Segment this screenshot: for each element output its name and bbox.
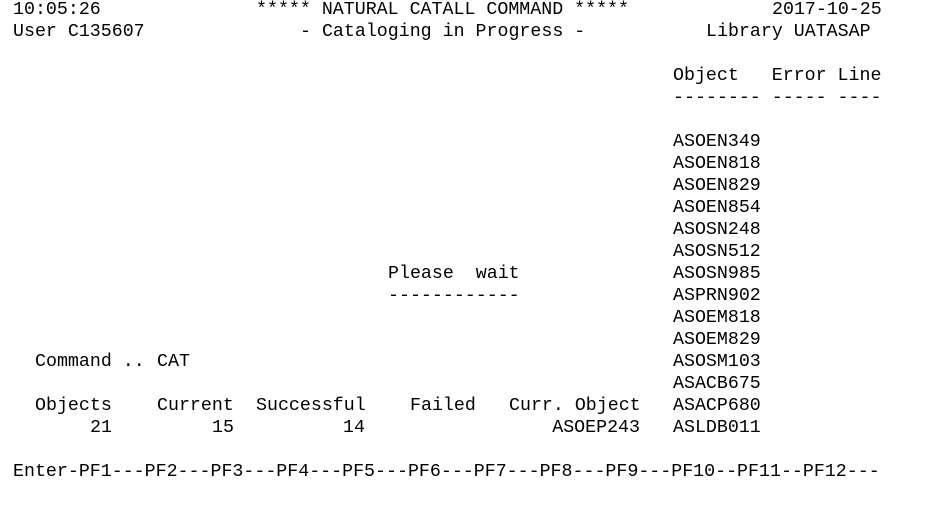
screen-title: ***** NATURAL CATALL COMMAND ***** <box>256 0 629 20</box>
list-item: ASOEM829 <box>673 330 761 350</box>
object-list-separator: -------- ----- ---- <box>673 88 882 108</box>
curr-object-value: ASOEP243 <box>552 418 640 438</box>
user-id: User C135607 <box>13 22 145 42</box>
current-value: 15 <box>212 418 234 438</box>
screen-date: 2017-10-25 <box>772 0 882 20</box>
wait-message: Please wait <box>388 264 520 284</box>
curr-object-label: Curr. Object <box>509 396 641 416</box>
wait-message-underline: ------------ <box>388 286 520 306</box>
library-name: Library UATASAP <box>706 22 871 42</box>
list-item: ASOSM103 <box>673 352 761 372</box>
successful-value: 14 <box>343 418 365 438</box>
pf-key-bar[interactable]: Enter-PF1---PF2---PF3---PF4---PF5---PF6---PF7---PF8---PF9---PF10--PF11--PF12--- <box>13 462 880 482</box>
list-item: ASOEN854 <box>673 198 761 218</box>
command-label: Command .. <box>35 352 145 372</box>
list-item: ASACB675 <box>673 374 761 394</box>
list-item: ASOSN512 <box>673 242 761 262</box>
list-item: ASACP680 <box>673 396 761 416</box>
clock-time: 10:05:26 <box>13 0 101 20</box>
objects-label: Objects <box>35 396 112 416</box>
current-label: Current <box>157 396 234 416</box>
successful-label: Successful <box>256 396 366 416</box>
list-item: ASOEN818 <box>673 154 761 174</box>
list-item: ASPRN902 <box>673 286 761 306</box>
objects-value: 21 <box>90 418 112 438</box>
command-value: CAT <box>157 352 190 372</box>
list-item: ASOSN985 <box>673 264 761 284</box>
list-item: ASOSN248 <box>673 220 761 240</box>
list-item: ASOEN349 <box>673 132 761 152</box>
list-item: ASOEM818 <box>673 308 761 328</box>
object-list-header: Object Error Line <box>673 66 882 86</box>
screen-subtitle: - Cataloging in Progress - <box>300 22 586 42</box>
failed-label: Failed <box>410 396 476 416</box>
list-item: ASLDB011 <box>673 418 761 438</box>
list-item: ASOEN829 <box>673 176 761 196</box>
